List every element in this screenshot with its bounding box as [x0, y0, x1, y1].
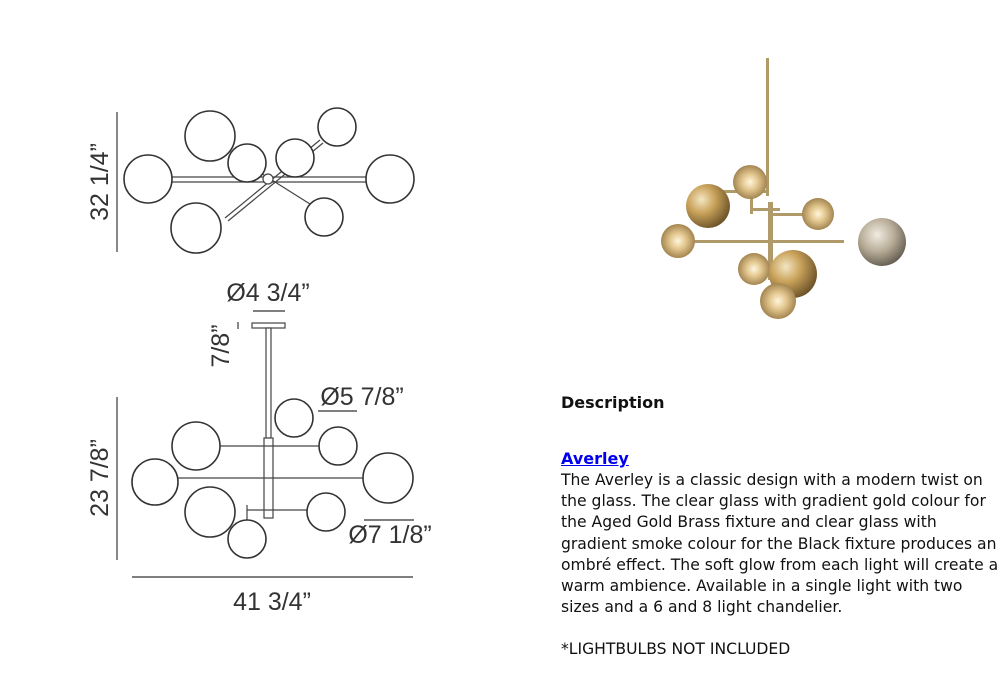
side-globe [275, 399, 313, 437]
description-heading: Description [561, 393, 665, 412]
photo-globe [760, 283, 796, 319]
top-globe [228, 144, 266, 182]
side-view [86, 279, 432, 616]
canopy-height-label: 7/8” [207, 324, 235, 368]
side-globe [307, 493, 345, 531]
top-globe [318, 108, 356, 146]
top-globe [171, 203, 221, 253]
top-globe [305, 198, 343, 236]
side-globe [132, 459, 178, 505]
top-hub [263, 174, 273, 184]
top-globe [366, 155, 414, 203]
side-globe [363, 453, 413, 503]
photo-globe [738, 253, 770, 285]
photo-globe [802, 198, 834, 230]
overall-width-label: 41 3/4” [233, 588, 311, 616]
top-view [86, 108, 414, 253]
photo-arm [750, 208, 780, 211]
photo-globe [858, 218, 906, 266]
canopy-diameter-label: Ø4 3/4” [226, 279, 310, 307]
product-name-link[interactable]: Averley [561, 449, 629, 468]
description-body: The Averley is a classic design with a modern twist on the glass. The clear glass with gradient gold colour for the Aged Gold Brass fixture and clear glass with gradient smoke colour for the Black fixture produces an ombré effect. The soft glow from each light will create a warm ambience. Available in a single light with two sizes and a 6 and 8 light chandelier. [561, 471, 999, 617]
lightbulbs-note: *LIGHTBULBS NOT INCLUDED [561, 640, 791, 658]
small-globe-diameter-label: Ø5 7/8” [320, 383, 404, 411]
photo-stem [766, 58, 769, 196]
top-globe [124, 155, 172, 203]
photo-globe [661, 224, 695, 258]
photo-globe [733, 165, 767, 199]
side-globe [228, 520, 266, 558]
product-photo [650, 52, 920, 332]
large-globe-diameter-label: Ø7 1/8” [348, 521, 432, 549]
photo-globe [686, 184, 730, 228]
top-globe [185, 111, 235, 161]
body-height-label: 23 7/8” [86, 439, 114, 517]
side-globe [172, 422, 220, 470]
side-globe [185, 487, 235, 537]
top-view-height-label: 32 1/4” [86, 143, 114, 221]
side-globe [319, 427, 357, 465]
top-globe [276, 139, 314, 177]
photo-arm [724, 240, 844, 243]
stem [266, 328, 271, 438]
canopy [252, 323, 285, 328]
